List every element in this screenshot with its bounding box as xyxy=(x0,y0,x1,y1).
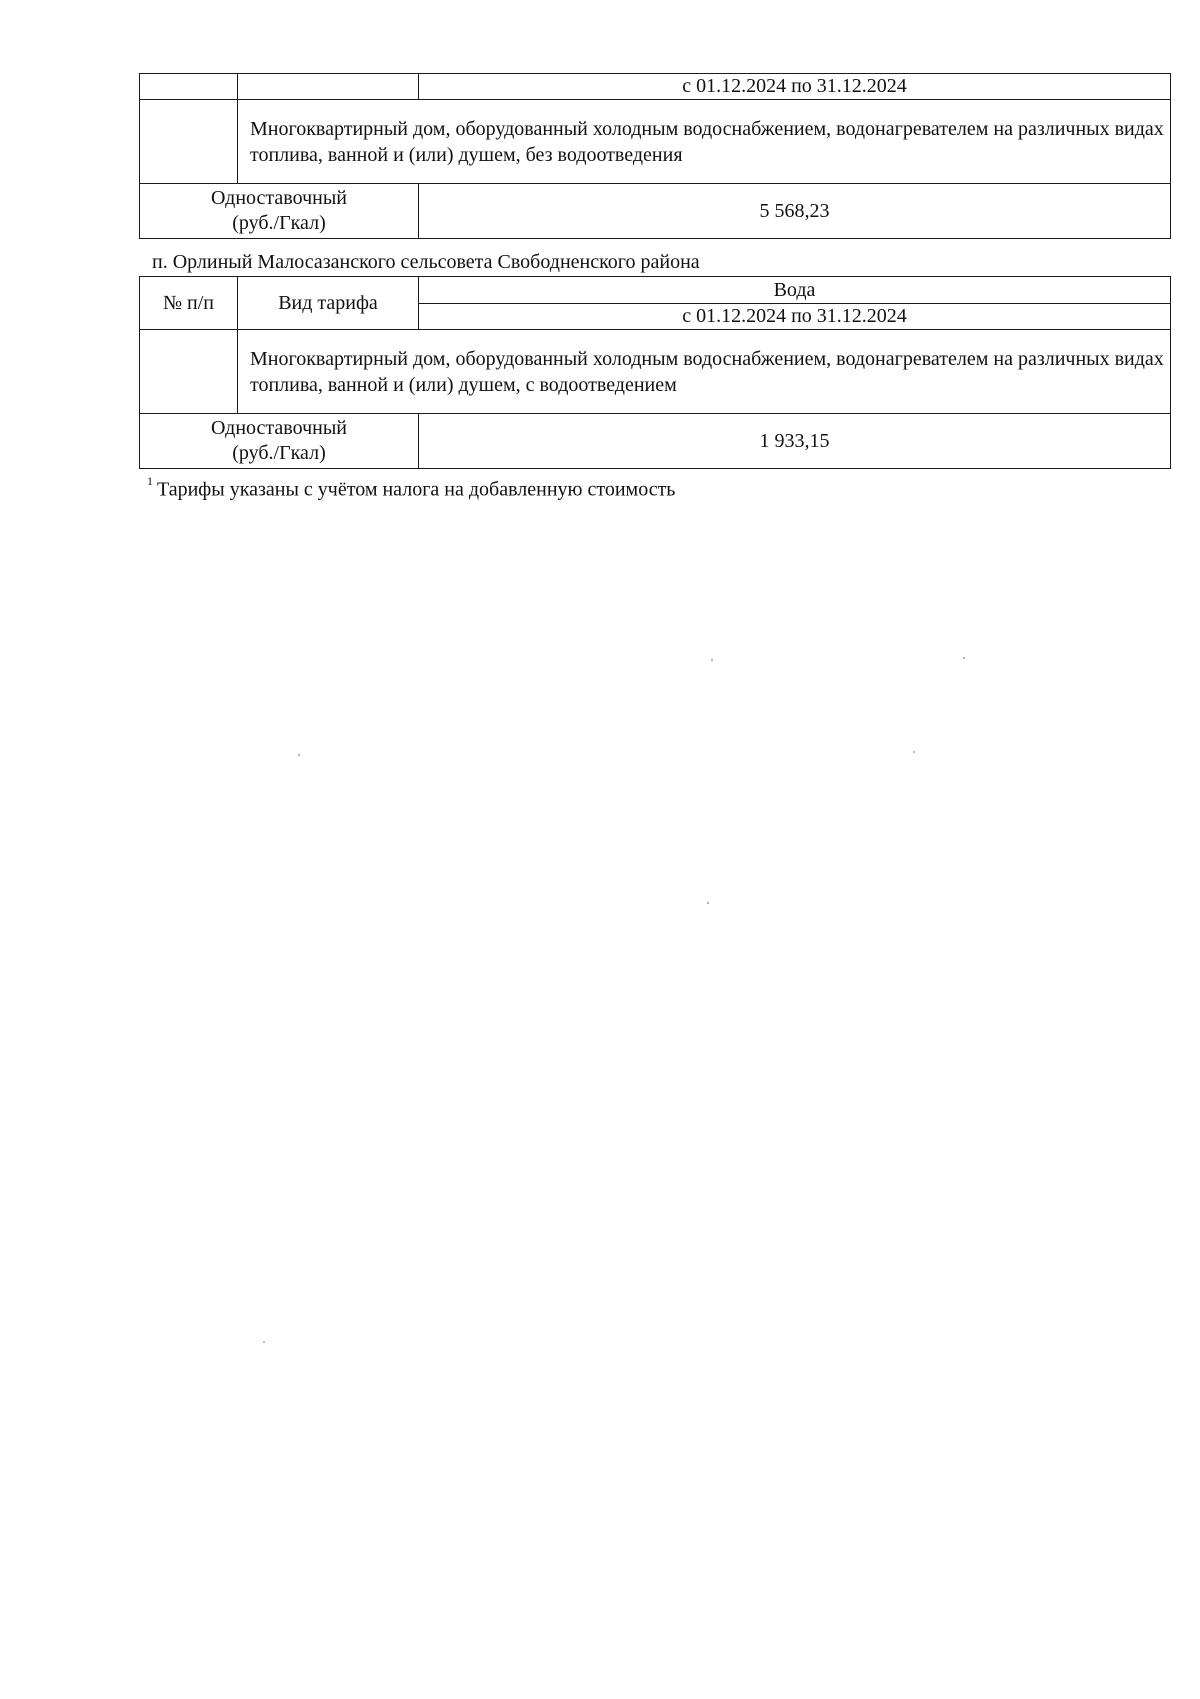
number-cell xyxy=(140,100,238,184)
tariff-table-2 xyxy=(139,276,1171,469)
scan-speck xyxy=(707,902,709,904)
table-row xyxy=(140,74,1171,100)
footnote-text: Тарифы указаны с учётом налога на добавленную стоимость xyxy=(157,478,676,501)
consumer-category-description: Многоквартирный дом, оборудованный холодным водоснабжением, водонагревателем на различных видах топлива, ванной и (или) душем, с водоотведением xyxy=(238,330,1171,414)
number-cell xyxy=(140,330,238,414)
table-row xyxy=(140,330,1171,414)
locality-heading: п. Орлиный Малосазанского сельсовета Свободненского района xyxy=(152,251,700,273)
consumer-category-description: Многоквартирный дом, оборудованный холодным водоснабжением, водонагревателем на различных видах топлива, ванной и (или) душем, без водоотведения xyxy=(238,100,1171,184)
resource-header: Вода xyxy=(419,277,1171,304)
tariff-value: 1 933,15 xyxy=(419,414,1171,469)
tariff-label: Одноставочный xyxy=(211,187,347,209)
scan-speck xyxy=(298,754,300,756)
scan-speck xyxy=(263,1341,265,1343)
table-header-row xyxy=(140,277,1171,304)
column-header-number: № п/п xyxy=(140,277,238,330)
scan-speck xyxy=(963,657,965,659)
table-row xyxy=(140,100,1171,184)
period-header: с 01.12.2024 по 31.12.2024 xyxy=(419,304,1171,330)
scan-speck xyxy=(913,751,915,753)
tariff-label-cell xyxy=(140,184,419,239)
tariff-label: Одноставочный xyxy=(211,417,347,439)
tariff-value: 5 568,23 xyxy=(419,184,1171,239)
scan-speck xyxy=(711,659,713,661)
period-header: с 01.12.2024 по 31.12.2024 xyxy=(419,74,1171,100)
tariff-type-cell xyxy=(238,74,419,100)
tariff-unit: (руб./Гкал) xyxy=(232,442,326,464)
footnote xyxy=(147,471,675,503)
tariff-label-cell xyxy=(140,414,419,469)
tariff-table-1 xyxy=(139,73,1171,239)
tariff-unit: (руб./Гкал) xyxy=(232,212,326,234)
column-header-tariff-type: Вид тарифа xyxy=(238,277,419,330)
table-row xyxy=(140,414,1171,469)
number-cell xyxy=(140,74,238,100)
footnote-marker: 1 xyxy=(147,474,153,488)
table-row xyxy=(140,184,1171,239)
